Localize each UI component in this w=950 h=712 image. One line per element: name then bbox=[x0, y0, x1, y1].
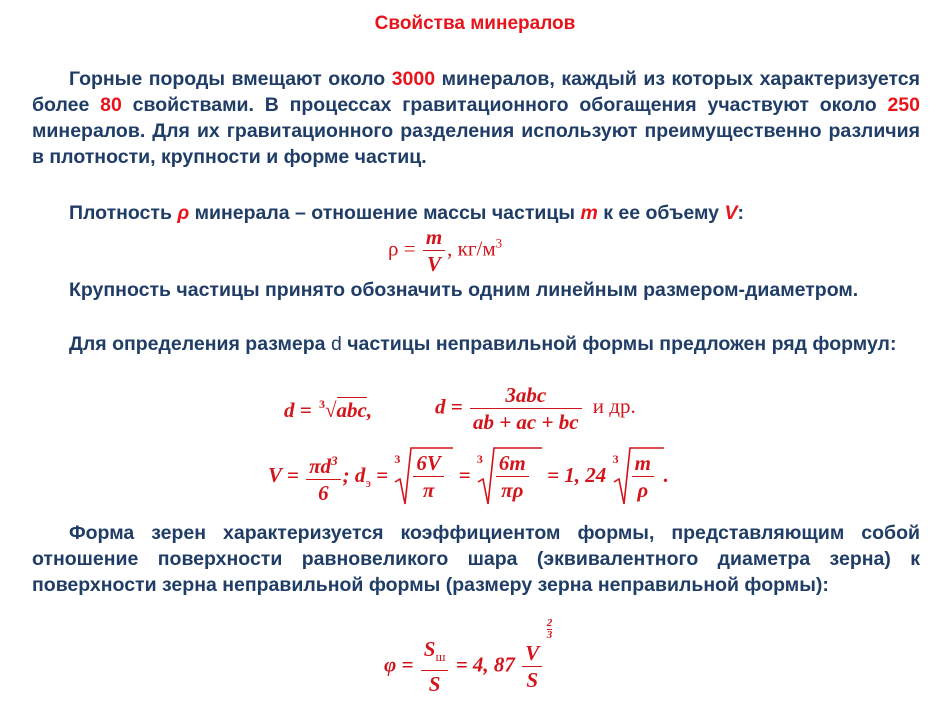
punctuation: , bbox=[366, 398, 373, 422]
highlight-number: 80 bbox=[100, 94, 122, 116]
denominator: V bbox=[423, 250, 445, 277]
numerator: 3abc bbox=[505, 383, 547, 407]
denominator: S bbox=[522, 666, 542, 693]
highlight-number: 3000 bbox=[391, 68, 436, 90]
etc-note: и др. bbox=[592, 394, 636, 419]
formula-density bbox=[388, 224, 502, 277]
denominator: πρ bbox=[496, 476, 529, 503]
fraction bbox=[423, 224, 445, 277]
formula-volume-equivalent-diameter bbox=[268, 446, 669, 508]
formula-d-fraction bbox=[435, 382, 636, 435]
symbol-m: m bbox=[580, 202, 598, 224]
paragraph-size-formulas bbox=[32, 331, 920, 357]
separator: ; bbox=[342, 462, 350, 487]
numerator: πd bbox=[309, 454, 332, 478]
numerator: 6m bbox=[498, 451, 526, 475]
text: частицы неправильной формы предложен ряд формул: bbox=[341, 333, 897, 355]
denominator: ρ bbox=[632, 476, 654, 503]
text: минералов. Для их гравитационного разделения используют преимущественно различия в плотности, крупности и форме частиц. bbox=[32, 120, 920, 168]
highlight-number: 250 bbox=[887, 94, 920, 116]
numerator: S bbox=[423, 637, 436, 661]
paragraph-shape bbox=[32, 520, 920, 598]
cube-root-m-rho bbox=[612, 446, 664, 508]
cube-root-6m-pi-rho bbox=[476, 446, 542, 508]
coefficient: = 1, 24 bbox=[547, 462, 607, 487]
paragraph-minerals-count bbox=[32, 66, 920, 170]
fractional-power bbox=[547, 618, 553, 641]
text: : bbox=[737, 202, 744, 224]
power-denominator: 3 bbox=[546, 629, 553, 642]
paragraph-size bbox=[32, 277, 920, 303]
equals: = bbox=[376, 462, 389, 487]
fraction bbox=[413, 450, 444, 503]
text: Крупность частицы принято обозначить одним линейным размером-диаметром. bbox=[69, 279, 859, 301]
cube-root-6v-pi bbox=[393, 446, 453, 508]
numerator: m bbox=[634, 451, 651, 475]
symbol-rho: ρ bbox=[177, 202, 190, 224]
radicand: abc bbox=[336, 398, 367, 422]
root-index: 3 bbox=[612, 452, 619, 466]
denominator: S bbox=[421, 670, 449, 697]
text: свойствами. В процессах гравитационного обогащения участвуют около bbox=[121, 94, 888, 116]
power: 3 bbox=[331, 453, 338, 468]
coefficient: = 4, 87 bbox=[455, 652, 515, 677]
formula-shape-coefficient bbox=[384, 617, 553, 697]
formula-cube-root-d bbox=[284, 398, 372, 423]
fraction bbox=[522, 617, 553, 693]
denominator: π bbox=[413, 476, 444, 503]
symbol-d: d bbox=[330, 333, 342, 355]
denominator: 6 bbox=[306, 479, 340, 506]
fraction bbox=[470, 382, 582, 435]
text: минерала – отношение массы частицы bbox=[189, 202, 581, 224]
subscript: ш bbox=[435, 649, 446, 665]
text: Для определения размера bbox=[69, 333, 331, 355]
equals: = bbox=[458, 462, 471, 487]
denominator: ab + ac + bc bbox=[470, 408, 582, 435]
symbol-v: V bbox=[724, 202, 738, 224]
fraction bbox=[306, 448, 340, 506]
paragraph-density bbox=[32, 200, 920, 226]
subscript: э bbox=[365, 475, 371, 490]
page-title: Свойства минералов bbox=[374, 13, 576, 34]
formula-lhs: d = bbox=[284, 398, 312, 422]
root-index: 3 bbox=[394, 452, 401, 466]
text: Плотность bbox=[69, 202, 178, 224]
fraction bbox=[421, 636, 449, 697]
numerator: V bbox=[525, 641, 540, 666]
unit-power: 3 bbox=[495, 235, 503, 251]
root-index: 3 bbox=[476, 452, 483, 466]
fraction bbox=[496, 450, 529, 503]
fraction bbox=[632, 450, 654, 503]
text: Форма зерен характеризуется коэффициентом формы, представляющим собой отношение поверхности равновеликого шара (эквивалентного диаметра зерна) к поверхности зерна неправильной формы (размеру зерна неправильной формы): bbox=[32, 522, 920, 596]
numerator: m bbox=[425, 225, 443, 249]
unit: , кг/м bbox=[447, 236, 496, 261]
symbol-d-equivalent: d bbox=[354, 462, 366, 487]
text: к ее объему bbox=[597, 202, 725, 224]
formula-lhs: V = bbox=[268, 462, 299, 487]
formula-lhs: ρ = bbox=[388, 236, 416, 261]
punctuation: . bbox=[663, 462, 669, 487]
root-index: 3 bbox=[318, 397, 325, 411]
formula-lhs: φ = bbox=[384, 652, 414, 677]
power-numerator: 2 bbox=[546, 617, 553, 630]
text: минералов, каждый из которых характеризуется более bbox=[32, 68, 920, 116]
formula-lhs: d = bbox=[435, 394, 463, 419]
numerator: 6V bbox=[416, 451, 441, 475]
text: Горные породы вмещают около bbox=[69, 68, 392, 90]
radical-sign: √ bbox=[324, 398, 337, 422]
